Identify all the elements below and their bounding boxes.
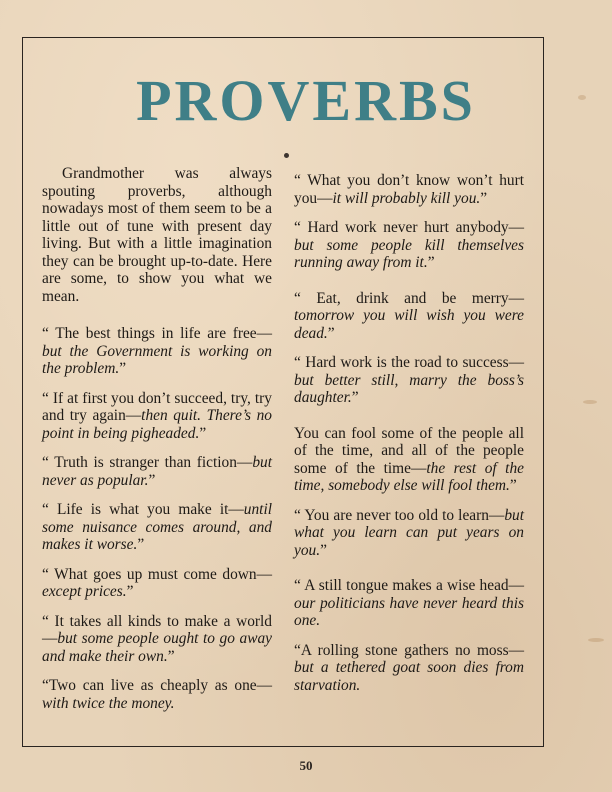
page-title: PROVERBS (136, 68, 476, 133)
proverb (42, 677, 272, 712)
intro-paragraph: Grandmother was always spouting proverbs, although nowadays most of them seem to be a little out of tune with present day living. But with a little imagination they can be brought up-to-date. Here are some, to show you what we mean. (42, 165, 272, 305)
proverb-twist: but some people ought to go away and make their own. (42, 630, 272, 665)
proverb (42, 325, 272, 378)
proverb-end: ” (199, 424, 207, 442)
proverb (294, 507, 524, 560)
right-column (294, 172, 524, 706)
proverb-twist: it will probably kill you. (332, 189, 481, 207)
proverb-twist: then quit. There’s no point in being pigheaded. (42, 407, 273, 442)
proverb-end: ” (480, 189, 488, 207)
proverb-twist: but what you learn can put years on you. (294, 506, 524, 559)
proverb-twist: the rest of the time, somebody else will fool them. (294, 459, 524, 494)
paper-stain (588, 638, 604, 642)
proverb (42, 566, 272, 601)
proverb-end: ” (126, 583, 134, 600)
paper-stain (583, 400, 597, 404)
decorative-dot (284, 153, 289, 158)
proverb-text: “Two can live as cheaply as one— (42, 677, 272, 694)
proverb (42, 613, 272, 666)
proverb-end: ” (148, 471, 156, 489)
proverb-text: “ A still tongue makes a wise head— (294, 577, 524, 594)
proverb (294, 172, 524, 207)
proverb-end: ” (320, 541, 327, 559)
proverb-end: ” (167, 647, 175, 665)
page-number: 50 (299, 758, 313, 773)
left-column (42, 165, 272, 724)
proverb-twist: but never as popular. (42, 454, 272, 489)
proverb-end: ” (137, 536, 145, 553)
proverb (42, 390, 272, 443)
proverb (42, 454, 272, 489)
proverb-text: “ If at first you don’t succeed, try, try and try again— (42, 389, 272, 424)
proverb-text: “ What goes up must come down— (42, 565, 272, 583)
proverb-text: “ What you don’t know won’t hurt you— (294, 172, 524, 207)
proverb (294, 642, 524, 695)
proverb (294, 354, 524, 407)
proverb-text: “ Life is what you make it— (42, 501, 244, 518)
proverb-twist: but the Government is working on the problem. (42, 342, 272, 377)
proverb (294, 425, 524, 495)
proverb-twist: until some nuisance comes around, and makes it worse. (42, 501, 272, 553)
proverb-text: “ Eat, drink and be merry— (294, 289, 524, 307)
proverb-text: You can fool some of the people all of the time, and all of the people some of the time— (294, 424, 524, 477)
proverb-end: ” (327, 324, 335, 342)
proverb-twist: with twice the money. (42, 694, 175, 712)
proverb-text: “ Truth is stranger than fiction— (42, 454, 253, 471)
proverb-text: “ You are never too old to learn— (294, 506, 505, 524)
proverb-end: ” (427, 254, 435, 271)
proverb-text: “ The best things in life are free— (42, 325, 272, 342)
proverb-end: ” (119, 360, 127, 377)
proverb-twist: except prices. (42, 583, 127, 600)
proverb (42, 501, 272, 554)
proverb-end: ” (509, 477, 517, 494)
proverb (294, 290, 524, 343)
proverb-twist: but a tethered goat soon dies from starvation. (294, 659, 524, 694)
proverb (294, 577, 524, 630)
proverb-text: “ Hard work never hurt anybody— (294, 219, 524, 236)
proverb-text: “ It takes all kinds to make a world— (42, 612, 272, 647)
proverb-end: ” (351, 389, 359, 406)
proverb-twist: tomorrow you will wish you were dead. (294, 307, 524, 342)
proverb-twist: but some people kill themselves running away from it. (294, 236, 524, 271)
proverb-twist: but better still, marry the boss’s daughter. (294, 371, 524, 406)
proverb-twist: our politicians have never heard this one. (294, 594, 524, 629)
proverb (294, 219, 524, 272)
proverb-text: “A rolling stone gathers no moss— (294, 641, 524, 659)
proverb-text: “ Hard work is the road to success— (294, 354, 524, 371)
